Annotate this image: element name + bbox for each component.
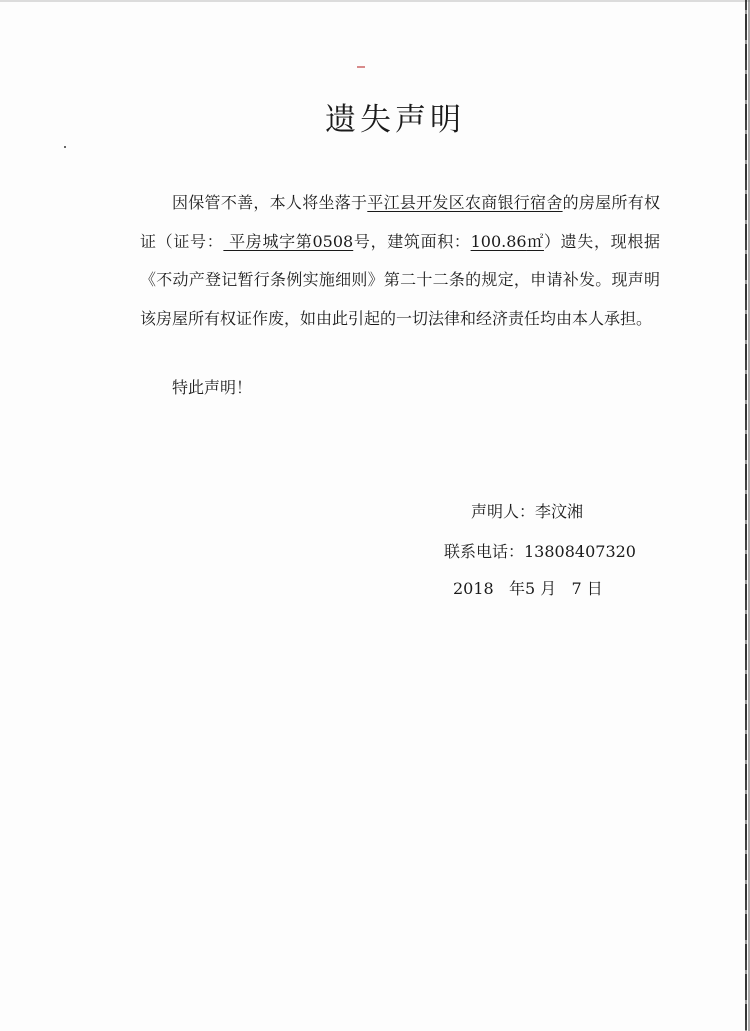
closing-statement: 特此声明！: [172, 378, 253, 397]
contact-phone: 联系电话：13808407320: [444, 542, 636, 561]
scan-edge-top: [0, 0, 750, 2]
statement-body: [140, 184, 660, 338]
statement-paragraph: [140, 184, 660, 338]
property-location: 平江县开发区农商银行宿舍: [367, 193, 563, 212]
statement-date: 2018 年5 月 7 日: [453, 579, 603, 598]
building-area: 100.86: [470, 231, 527, 251]
scan-edge-right: [745, 0, 747, 1031]
body-text-segment: 因保管不善，本人将坐落于: [172, 193, 368, 212]
scan-speck: [357, 66, 365, 68]
document-title: 遗失声明: [325, 102, 465, 138]
body-text-segment: 的房屋所有权证（证号：: [140, 193, 660, 251]
scan-speck: [64, 146, 66, 148]
area-unit: ㎡: [526, 231, 544, 251]
body-text-segment: 号，建筑面积：: [353, 231, 471, 251]
body-text-segment: ）遗失，现根据《不动产登记暂行条例实施细则》第二十二条的规定，申请补发。现声明该房屋所有权证作废，如由此引起的一切法律和经济责任均由本人承担。: [140, 231, 660, 328]
certificate-number: 平房城字第0508: [223, 231, 354, 251]
declarant-name: 声明人：李汶湘: [471, 502, 584, 521]
